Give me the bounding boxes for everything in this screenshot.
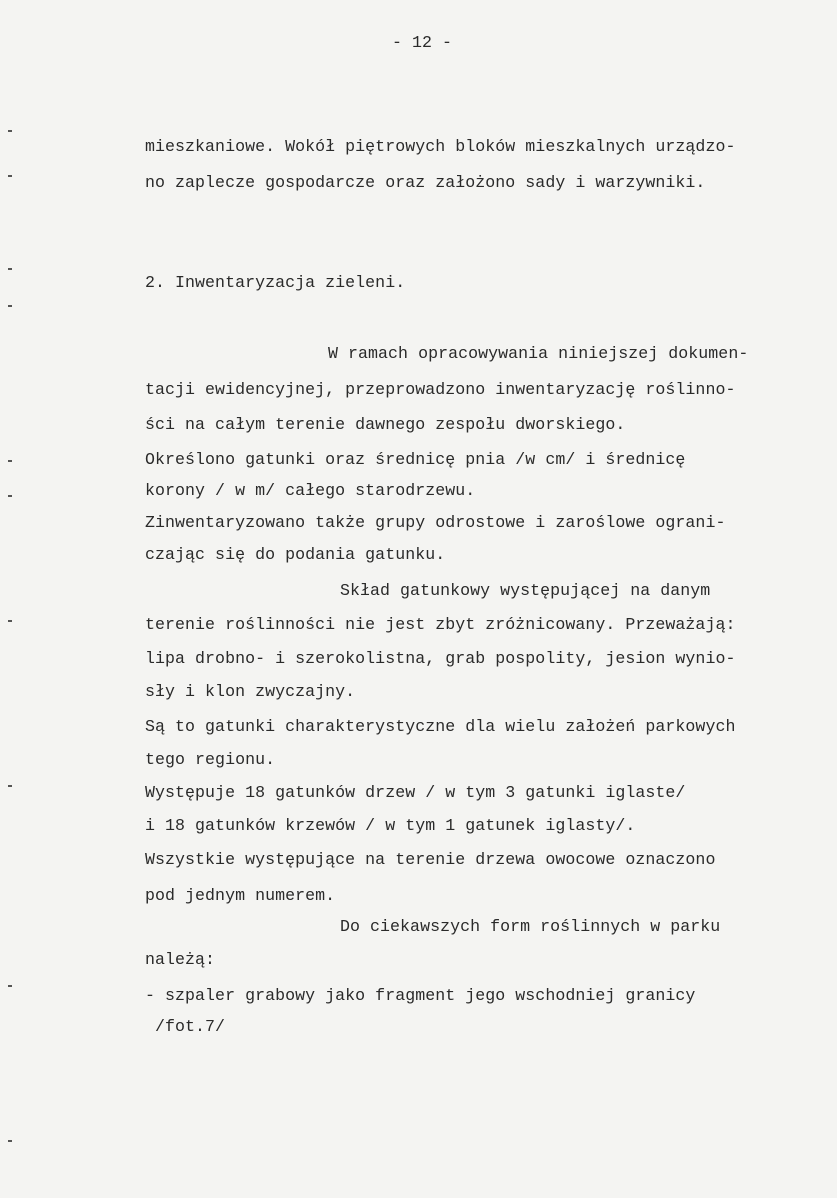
text-line: sły i klon zwyczajny. [145, 682, 356, 701]
text-line: W ramach opracowywania niniejszej dokumen- [328, 344, 749, 363]
text-line: czając się do podania gatunku. [145, 545, 446, 564]
text-line: Są to gatunki charakterystyczne dla wielu założeń parkowych [145, 717, 736, 736]
text-line: Skład gatunkowy występującej na danym [340, 581, 711, 600]
margin-mark [8, 305, 12, 307]
text-line: tego regionu. [145, 750, 276, 769]
margin-mark [8, 620, 12, 622]
text-line: mieszkaniowe. Wokół piętrowych bloków mieszkalnych urządzo- [145, 137, 736, 156]
text-line: i 18 gatunków krzewów / w tym 1 gatunek iglasty/. [145, 816, 636, 835]
page-number: - 12 - [392, 33, 453, 52]
text-line: Zinwentaryzowano także grupy odrostowe i zaroślowe ograni- [145, 513, 726, 532]
text-line: Wszystkie występujące na terenie drzewa owocowe oznaczono [145, 850, 716, 869]
margin-mark [8, 985, 12, 987]
text-line: no zaplecze gospodarcze oraz założono sady i warzywniki. [145, 173, 706, 192]
text-line: terenie roślinności nie jest zbyt zróżnicowany. Przeważają: [145, 615, 736, 634]
margin-mark [8, 175, 12, 177]
text-line: Określono gatunki oraz średnicę pnia /w cm/ i średnicę [145, 450, 686, 469]
margin-mark [8, 130, 12, 132]
margin-mark [8, 268, 12, 270]
margin-mark [8, 785, 12, 787]
text-line: Do ciekawszych form roślinnych w parku [340, 917, 721, 936]
text-line: należą: [145, 950, 216, 969]
text-line: tacji ewidencyjnej, przeprowadzono inwentaryzację roślinno- [145, 380, 736, 399]
margin-mark [8, 495, 12, 497]
margin-mark [8, 460, 12, 462]
text-line: korony / w m/ całego starodrzewu. [145, 481, 476, 500]
text-line: ści na całym terenie dawnego zespołu dworskiego. [145, 415, 626, 434]
text-line: pod jednym numerem. [145, 886, 336, 905]
section-heading: 2. Inwentaryzacja zieleni. [145, 273, 406, 292]
text-line: lipa drobno- i szerokolistna, grab pospolity, jesion wynio- [145, 649, 736, 668]
text-line: Występuje 18 gatunków drzew / w tym 3 gatunki iglaste/ [145, 783, 686, 802]
margin-mark [8, 1140, 12, 1142]
list-item: - szpaler grabowy jako fragment jego wschodniej granicy [145, 986, 696, 1005]
list-item-continuation: /fot.7/ [155, 1017, 226, 1036]
